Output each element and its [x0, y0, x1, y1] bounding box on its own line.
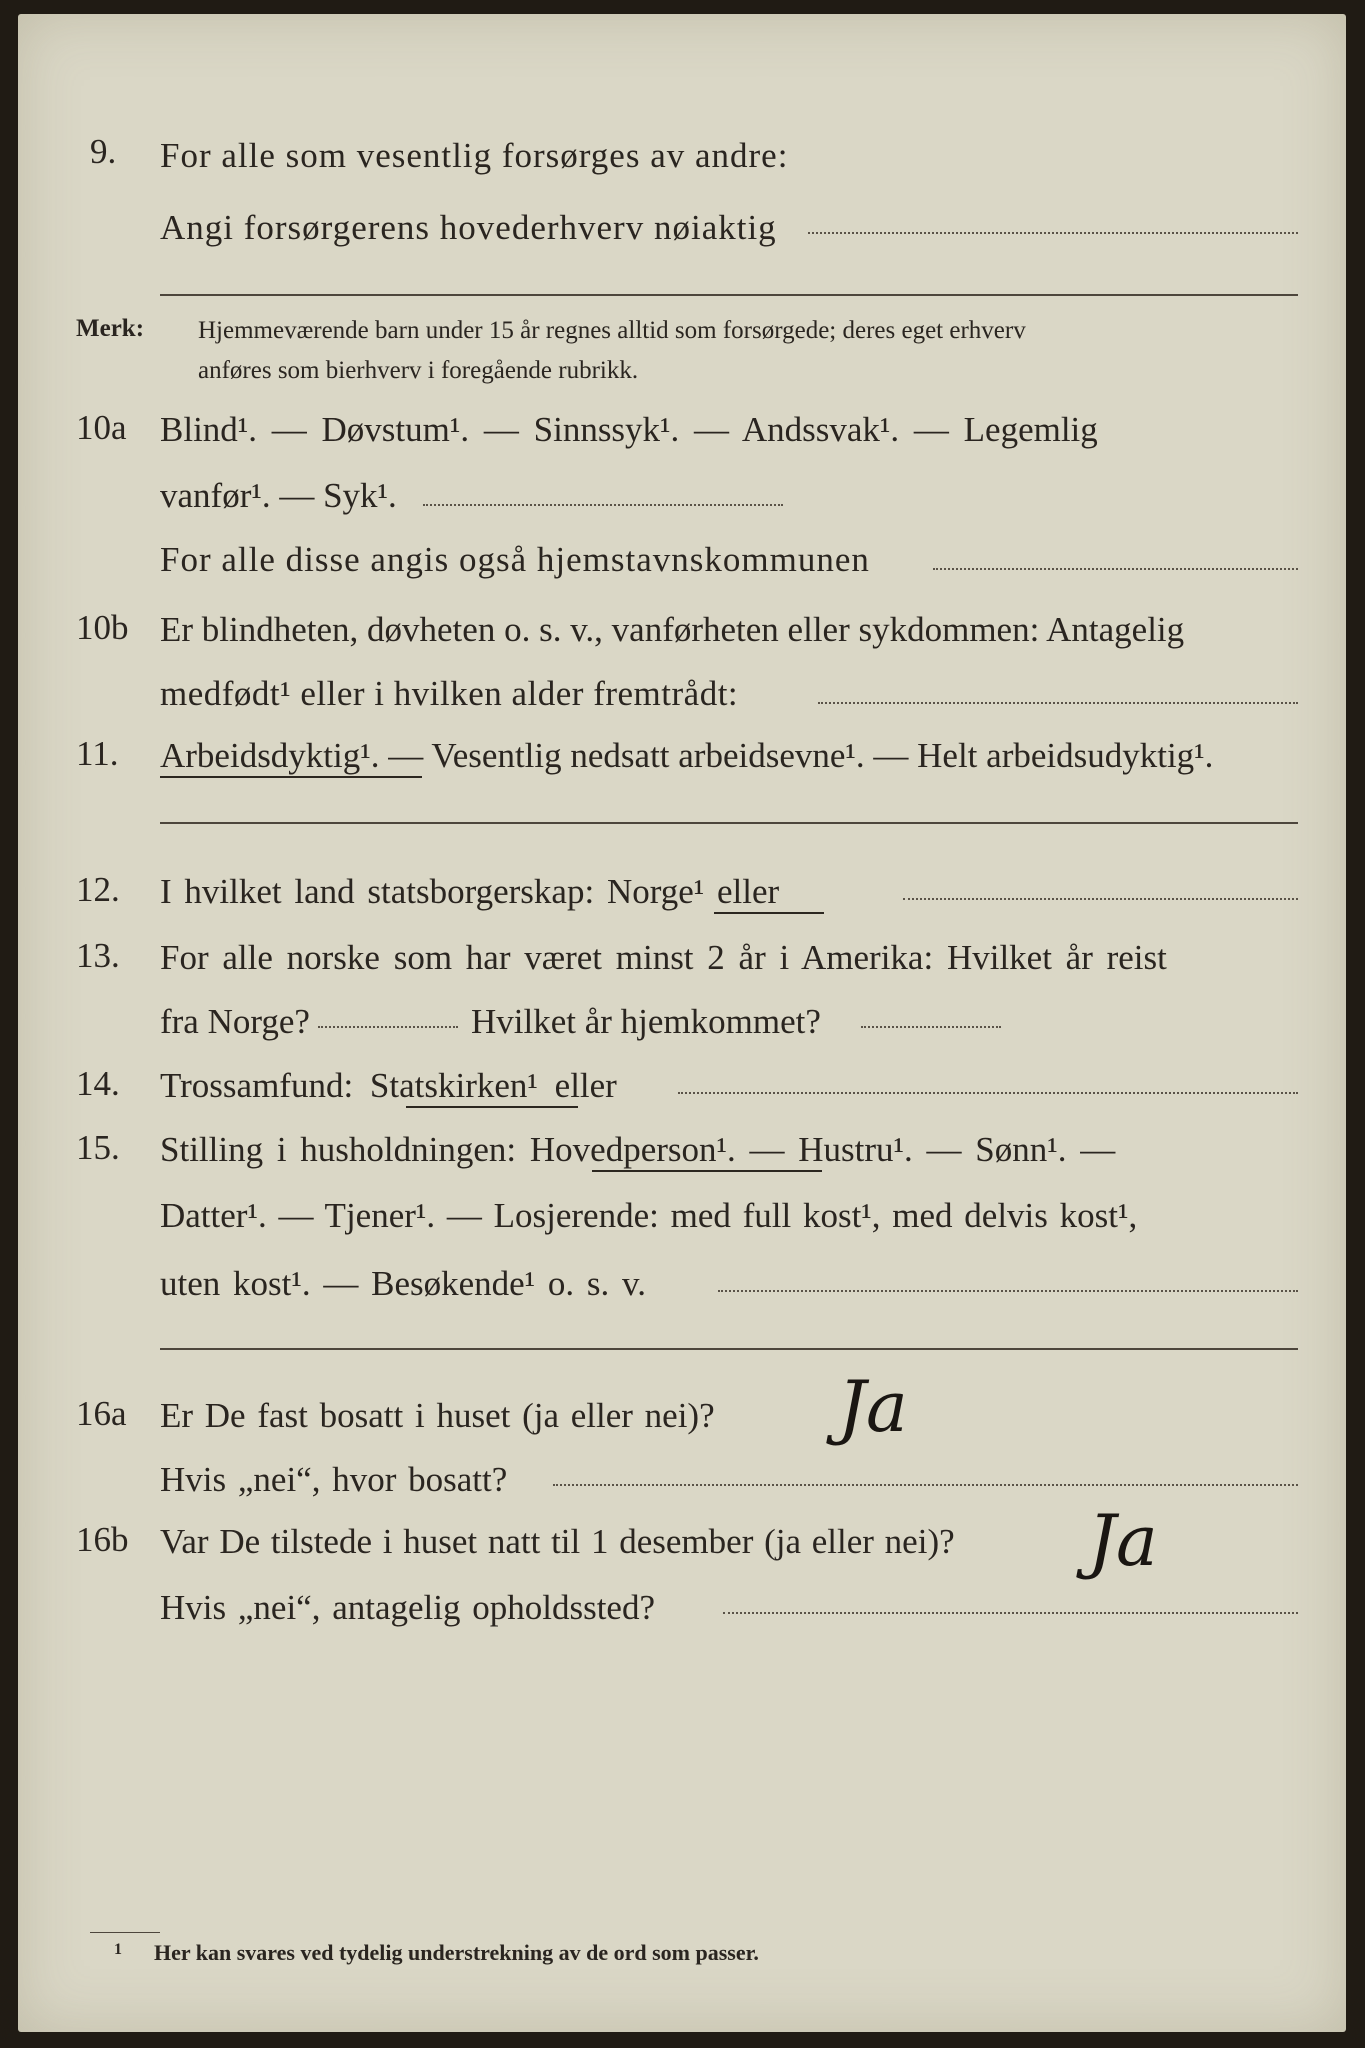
- q14-question: Trossamfund: Statskirken¹ eller: [160, 1066, 617, 1105]
- q13-left-question: fra Norge?: [160, 1002, 310, 1041]
- q10a-question-cont: vanfør¹. — Syk¹.: [160, 476, 397, 515]
- q10a-hometown-question: For alle disse angis også hjemstavnskommunen: [160, 540, 870, 579]
- q16b-followup: Hvis „nei“, antagelig opholdssted?: [160, 1588, 655, 1627]
- q9-answer-line: [808, 232, 1298, 234]
- q12-question: I hvilket land statsborgerskap: Norge¹ eller: [160, 872, 780, 911]
- q10a-number: 10a: [76, 408, 127, 447]
- q10b-answer-line: [818, 702, 1298, 704]
- q14-underline-statskirken: [406, 1106, 578, 1108]
- footnote-mark: 1: [114, 1941, 122, 1958]
- q12-underline-norge: [714, 912, 824, 914]
- q10b-question: Er blindheten, døvheten o. s. v., vanførheten eller sykdommen: Antagelig: [160, 610, 1185, 649]
- q13-question: For alle norske som har været minst 2 år i Amerika: Hvilket år reist: [160, 938, 1167, 977]
- q10a-question: Blind¹. — Døvstum¹. — Sinnssyk¹. — Andssvak¹. — Legemlig: [160, 410, 1098, 449]
- q12-number: 12.: [76, 870, 120, 909]
- q13-number: 13.: [76, 936, 120, 975]
- merk-note-line-1: Hjemmeværende barn under 15 år regnes alltid som forsørgede; deres eget erhverv: [198, 317, 1026, 344]
- q9-subquestion: Angi forsørgerens hovederhverv nøiaktig: [160, 208, 777, 247]
- q10b-number: 10b: [76, 608, 129, 647]
- q11-question: Arbeidsdyktig¹. — Vesentlig nedsatt arbeidsevne¹. — Helt arbeidsudyktig¹.: [160, 736, 1214, 775]
- footnote-separator: [90, 1932, 160, 1933]
- q16a-handwritten-answer: Ja: [838, 1366, 908, 1448]
- q15-question: Stilling i husholdningen: Hovedperson¹. — Hustru¹. — Sønn¹. —: [160, 1130, 1116, 1169]
- q16a-question: Er De fast bosatt i huset (ja eller nei)?: [160, 1396, 715, 1435]
- q9-number: 9.: [90, 132, 117, 171]
- q15-question-cont-2: uten kost¹. — Besøkende¹ o. s. v.: [160, 1264, 647, 1303]
- q15-answer-line-2: [160, 1348, 1298, 1350]
- q16b-answer-line: [723, 1612, 1298, 1614]
- q10a-hometown-line: [933, 568, 1298, 570]
- q11-answer-line: [160, 822, 1298, 824]
- footnote-text: Her kan svares ved tydelig understrekning av de ord som passer.: [154, 1940, 759, 1965]
- q11-number: 11.: [76, 734, 119, 773]
- q15-question-cont: Datter¹. — Tjener¹. — Losjerende: med full kost¹, med delvis kost¹,: [160, 1196, 1138, 1235]
- q14-number: 14.: [76, 1064, 120, 1103]
- q10a-answer-line: [423, 504, 783, 506]
- q13-right-question: Hvilket år hjemkommet?: [471, 1002, 821, 1041]
- q9-answer-line-2: [160, 294, 1298, 296]
- q16a-number: 16a: [76, 1394, 127, 1433]
- q15-underline-hovedperson: [592, 1170, 822, 1172]
- q16b-question: Var De tilstede i huset natt til 1 desember (ja eller nei)?: [160, 1522, 955, 1561]
- q16a-answer-line: [553, 1484, 1298, 1486]
- q11-underline-arbeidsdyktig: [160, 776, 422, 778]
- q9-question: For alle som vesentlig forsørges av andre:: [160, 136, 789, 175]
- q13-right-answer-line: [861, 1026, 1001, 1028]
- merk-note-line-2: anføres som bierhverv i foregående rubrikk.: [198, 357, 639, 384]
- q16b-number: 16b: [76, 1520, 129, 1559]
- q15-number: 15.: [76, 1128, 120, 1167]
- merk-label: Merk:: [76, 315, 145, 342]
- census-form-page: [18, 14, 1346, 2032]
- q12-answer-line: [903, 898, 1298, 900]
- q13-left-answer-line: [318, 1026, 458, 1028]
- q16b-handwritten-answer: Ja: [1088, 1500, 1158, 1582]
- q14-answer-line: [678, 1092, 1298, 1094]
- q15-answer-line: [718, 1290, 1298, 1292]
- q16a-followup: Hvis „nei“, hvor bosatt?: [160, 1460, 508, 1499]
- q10b-question-cont: medfødt¹ eller i hvilken alder fremtrådt:: [160, 674, 739, 713]
